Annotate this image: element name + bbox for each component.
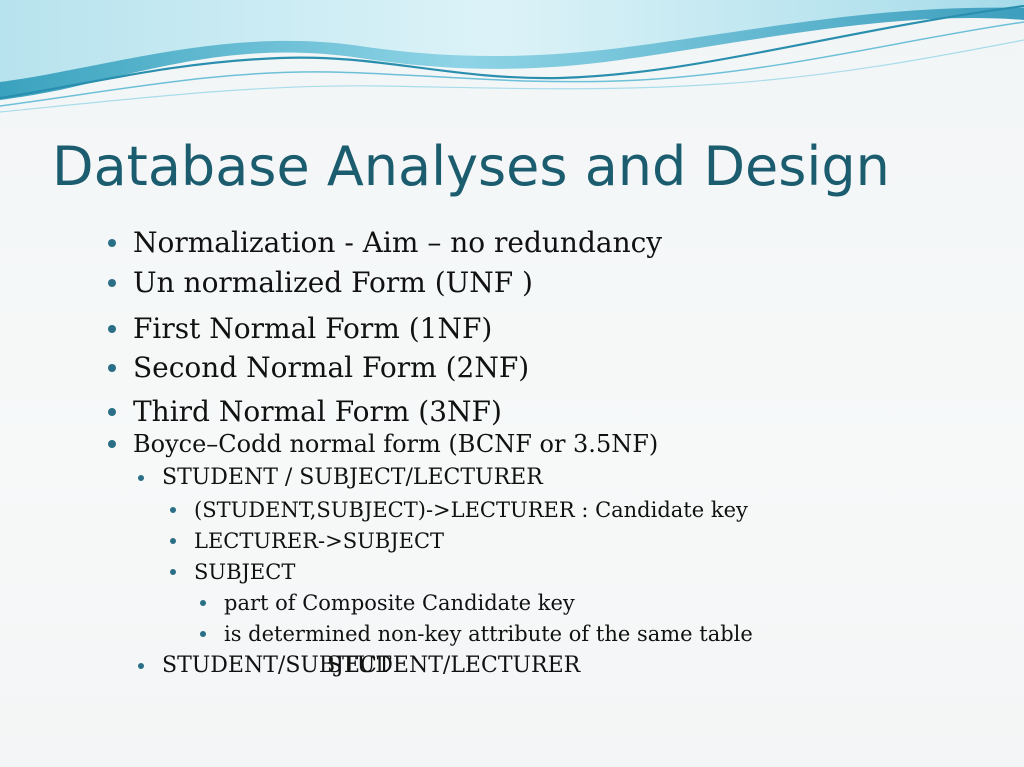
sub-bullet-student-subject-lecturer (138, 465, 543, 490)
bullet-text: (STUDENT,SUBJECT)->LECTURER : Candidate key (194, 498, 748, 522)
bullet-dot-icon (170, 538, 176, 544)
bullet-text: Second Normal Form (2NF) (133, 351, 530, 384)
sub-bullet-candidate-key (170, 498, 748, 522)
sub-bullet-composite-key (200, 591, 575, 615)
bullet-3nf (108, 395, 502, 428)
bullet-dot-icon (200, 631, 206, 637)
bullet-text: STUDENT / SUBJECT/LECTURER (162, 465, 543, 490)
bullet-dot-icon (138, 663, 144, 669)
bullet-dot-icon (170, 569, 176, 575)
bullet-dot-icon (108, 440, 116, 448)
sub-bullet-non-key-attribute (200, 622, 753, 646)
header-wave-decoration (0, 0, 1024, 120)
bullet-unf (108, 266, 533, 299)
bullet-dot-icon (108, 408, 116, 416)
sub-bullet-subject (170, 560, 295, 584)
bullet-2nf (108, 351, 529, 384)
bullet-bcnf (108, 430, 658, 458)
bullet-text: Third Normal Form (3NF) (133, 395, 502, 428)
bullet-dot-icon (108, 364, 116, 372)
bullet-dot-icon (108, 325, 116, 333)
bullet-dot-icon (108, 279, 116, 287)
bullet-1nf (108, 312, 492, 345)
bullet-dot-icon (108, 239, 116, 247)
bullet-text-student-subject: STUDENT/SUBJECT (162, 653, 392, 678)
slide-title: Database Analyses and Design (52, 135, 890, 198)
bullet-dot-icon (138, 475, 144, 481)
bullet-normalization (108, 226, 662, 259)
bullet-text: is determined non-key attribute of the same table (224, 622, 753, 646)
bullet-text: SUBJECT (194, 560, 296, 584)
bullet-text: Normalization - Aim – no redundancy (133, 226, 663, 259)
bullet-dot-icon (170, 507, 176, 513)
bullet-dot-icon (200, 600, 206, 606)
sub-bullet-decomposition (138, 653, 580, 678)
bullet-text: part of Composite Candidate key (224, 591, 575, 615)
bullet-text: LECTURER->SUBJECT (194, 529, 445, 553)
bullet-text: First Normal Form (1NF) (133, 312, 493, 345)
bullet-text: Boyce–Codd normal form (BCNF or 3.5NF) (133, 430, 659, 458)
bullet-text: Un normalized Form (UNF ) (133, 266, 533, 299)
bullet-text-student-lecturer: STUDENT/LECTURER (327, 653, 581, 678)
sub-bullet-lecturer-subject (170, 529, 444, 553)
